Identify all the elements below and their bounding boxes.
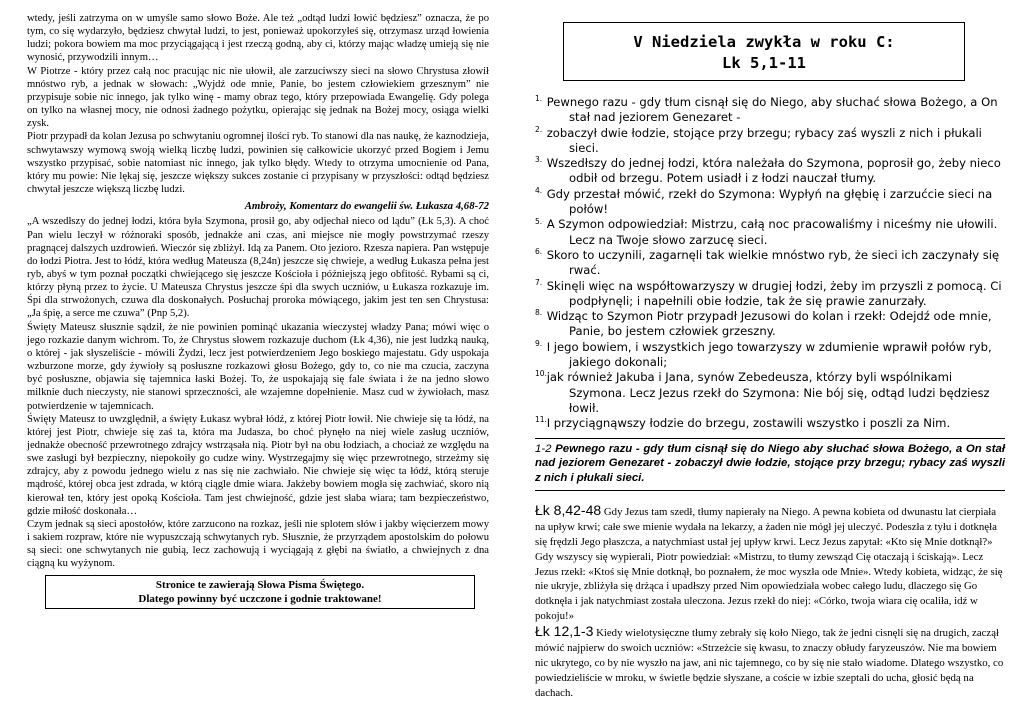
paragraph: Piotr przypadł da kolan Jezusa po schwytaniu ogromnej ilości ryb. To stanowi dla nas naukę, że kaznodzieja, schwytawszy wymową swoją wielką liczbę ludzi, powinien się całkowicie ukorzyć przed Bogiem i Jemu wszystko przypisać, sobie natomiast nic innego, jak tylko błędy. Wtedy to otrzyma umocnienie od Pana, który mu powie: Nie lękaj się, jeszcze większy sukces zostanie ci przypisany w przyszłości: odtąd będziesz chwytał jeszcze większą liczbę ludzi. — [27, 131, 489, 196]
verse-text: I jego bowiem, i wszystkich jego towarzyszy w zdumienie wprawił połów ryb, jakiego dokonali; — [546, 339, 992, 370]
verse-item: 5. A Szymon odpowiedział: Mistrzu, całą noc pracowaliśmy i niceśmy nie ułowili. Lecz na Twoje słowo zarzucę sieci. — [535, 216, 998, 247]
verse-text: Pewnego razu - gdy tłum cisnął się do Niego, aby słuchać słowa Bożego, a On stał nad jeziorem Genezaret - — [546, 95, 998, 125]
cross-reference-text: Kiedy wielotysięczne tłumy zebrały się koło Niego, tak że jedni cisnęli się na drugich, zaczął mówić najpierw do swoich uczniów: «Strzeżcie się kwasu, to znaczy obłudy faryzeuszów. Nie ma bowiem nic ukrytego, co by nie wyszło na jaw, ani nic tajemnego, co by się nie stało wiadome. Dlatego wszystko, co powiedzieliście w mroku, w świetle będzie słyszane, a coście w izbie szeptali do ucha, głosić będą na dachach. — [535, 627, 1004, 699]
notice-line: Dlatego powinny być uczczone i godnie traktowane! — [138, 592, 382, 605]
page-title: V Niedziela zwykła w roku C: — [633, 33, 895, 51]
cross-reference-label: Łk 12,1-3 — [535, 623, 594, 640]
verse-commentary — [535, 439, 1005, 491]
paragraph: „A wszedłszy do jednej łodzi, która była Szymona, prosił go, aby odjechał nieco od lądu” (Łk 5,3). A choć Pan wielu leczył w różnoraki sposób, jednakże ani czas, ani miejsce nie mogły powstrzymać rzeszy pragnącej dalszych uzdrowień. Wieczór się zbliżył. Idą za Panem. Oto jezioro. Rzesza napiera. Pan wstępuje do łodzi Piotra. Jest to łódź, która według Mateusza (8,24n) jeszcze się chwieje, a według Łukasza pełna jest ryb, abyś w tym poznał początki chwiejącego się jeszcze Kościoła i późniejszą jego obfitość. Rybami są ci, którzy płyną przez to życie. U Mateusza Chrystus jeszcze śpi dla swych uczniów, u Łukasza rozkazuje im. Śpi dla strwożonych, czuwa dla doskonałych. Posłuchaj proroka mówiącego, jakim jest ten sen Chrystusa: „Ja śpię, a serce me czuwa” (Pnp 5,2). — [27, 216, 489, 320]
paragraph: Święty Mateusz słusznie sądził, że nie powinien pominąć ukazania wieczystej władzy Pana; mówi więc o jego rozkazie danym wichrom. To, że Chrystus słowem rozkazuje duchom (Łk 4,36), nie jest ludzką nauką, o której - jak słyszeliście - mówili Żydzi, lecz jest potwierdzeniem Jego boskiego majestatu. Gdy uspokaja wzburzone morze, gdy żywioły są posłuszne rozkazowi głosu Bożego, gdy to, co nie ma czucia, zaczyna być posłuszne, objawia się tajemnica łaski Bożej. To, że uspokajają się fale świata i że na jedno słowo milknie duch nieczysty, nie stanowi sprzeczności, ale wzajemne dopełnienie. Masz cud w żywiołach, masz potwierdzenie w tajemnicach. — [27, 321, 489, 412]
verse-text: Skinęli więc na współtowarzyszy w drugiej łodzi, żeby im przyszli z pomocą. Ci podpłynęli; i napełnili obie łodzie, tak że się prawie zanurzały. — [546, 278, 1002, 308]
verse-item: 8. Widząc to Szymon Piotr przypadł Jezusowi do kolan i rzekł: Odejdź ode mnie, Panie, bo jestem człowiek grzeszny. — [535, 308, 992, 339]
commentary-reference: 1-2 — [535, 442, 552, 455]
verse-text: Gdy przestał mówić, rzekł do Szymona: Wypłyń na głębię i zarzućcie sieci na połów! — [546, 186, 993, 217]
verse-item: 9. I jego bowiem, i wszystkich jego towarzyszy w zdumienie wprawił połów ryb, jakiego dokonali; — [535, 338, 992, 370]
notice-line: Stronice te zawierają Słowa Pisma Świętego. — [155, 578, 365, 591]
paragraph: Czym jednak są sieci apostołów, które zarzucono na rozkaz, jeśli nie splotem słów i jakby więcierzem mowy i sakiem rozpraw, które nie wypuszczają schwytanych ryb. Słusznie, że przyrządem apostolskim do połowu są sieci: one schwytanych nie gubią, lecz zachowują i wyciągają z głębi na światło, a chwiejnych z dna ciągną ku wyżynom. — [27, 518, 489, 570]
verse-text: Widząc to Szymon Piotr przypadł Jezusowi do kolan i rzekł: Odejdź ode mnie, Panie, bo jestem człowiek grzeszny. — [546, 309, 992, 339]
verse-text: I przyciągnąwszy łodzie do brzegu, zostawili wszystko i poszli za Nim. — [546, 416, 951, 431]
verse-text: Skoro to uczynili, zagarnęli tak wielkie mnóstwo ryb, że sieci ich zaczynały się rwać. — [546, 247, 1000, 278]
verse-item: 4. Gdy przestał mówić, rzekł do Szymona: Wypłyń na głębię i zarzućcie sieci na połów! — [535, 185, 993, 217]
verse-item: 6. Skoro to uczynili, zagarnęli tak wielkie mnóstwo ryb, że sieci ich zaczynały się rwać. — [535, 247, 1000, 278]
verse-item: 7. Skinęli więc na współtowarzyszy w drugiej łodzi, żeby im przyszli z pomocą. Ci podpłynęli; i napełnili obie łodzie, tak że się prawie zanurzały. — [535, 277, 1002, 308]
verse-text: jak również Jakuba i Jana, synów Zebedeusza, którzy byli wspólnikami Szymona. Lecz Jezus rzekł do Szymona: Nie bój się, odtąd ludzi będziesz łowił. — [546, 370, 990, 415]
verse-item: 11. I przyciągnąwszy łodzie do brzegu, zostawili wszystko i poszli za Nim. — [535, 415, 951, 431]
verse-text: zobaczył dwie łodzie, stojące przy brzegu; rybacy zaś wyszli z nich i płukali sieci. — [546, 125, 982, 155]
paragraph: Święty Mateusz to uwzględnił, a święty Łukasz wybrał łódź, z której Piotr łowił. Nie chwieje się ta łódź, na której jest Piotr, chwieje się zaś ta, która ma Judasza, bo choć płynęło na niej wiele zasług uczniów, jednakże obecność przewrotnego zdrajcy wstrząsała nią. Piotr był na obu łodziach, a chociaż ze względu na swe zasługi był bezpieczny, niepokoiły go cudze winy. Wystrzegajmy się więc przewrotnego, strzeżmy się zdrajcy, aby z powodu jednego wielu z nas się nie zachwiało. Nie chwieje się więc ta łódź, którą steruje mądrość, której obca jest zdrada, w którą ciągle dmie wiara. Jakżeby bowiem mogła się zachwiać, skoro nią kierował ten, który jest opoką Kościoła. Tam jest chwiejność, gdzie jest słaba wiara; tam bezpieczeństwo, gdzie miłość doskonała… — [27, 413, 489, 517]
verse-item: 1. Pewnego razu - gdy tłum cisnął się do Niego, aby słuchać słowa Bożego, a On stał nad jeziorem Genezaret - — [535, 94, 998, 125]
paragraph: wtedy, jeśli zatrzyma on w umyśle samo słowo Boże. Ale też „odtąd ludzi łowić będziesz” oznacza, że po tym, co się wydarzyło, będziesz chwytał ludzi, to jest, ponieważ upokorzyłeś się, otrzymasz urząd łowienia ludzi; pokora bowiem ma moc przyciągającą i jest rzeczą godną, aby ci, którzy mając władzę umieją się nie wynosić, przywodzili innym… — [27, 13, 489, 64]
verse-item: 10. jak również Jakuba i Jana, synów Zebedeusza, którzy byli wspólnikami Szymona. Lecz Jezus rzekł do Szymona: Nie bój się, odtąd ludzi będziesz łowił. — [535, 369, 990, 415]
right-column — [535, 22, 1005, 701]
paragraph: W Piotrze - który przez całą noc pracując nic nie ułowił, ale zarzuciwszy sieci na słowo Chrystusa złowił mnóstwo ryb, a jednak w słowach: „Wyjdź ode mnie, Panie, bo jestem człowiekiem grzesznym” nie przypisuje sobie nic innego, jak tylko winę - mamy obraz tego, który przepowiada Ewangelię. Gdy polega on tylko na własnej mocy, nie odnosi żadnego pożytku, opierając się jednak na Bożej mocy, osiąga wielki zysk. — [27, 65, 489, 130]
cross-reference-text: Gdy Jezus tam szedł, tłumy napierały na Niego. A pewna kobieta od dwunastu lat cierpiała na upływ krwi; całe swe mienie wydała na lekarzy, a żaden nie mógł jej uleczyć. Podeszła z tyłu i dotknęła się frędzli Jego płaszcza, a natychmiast ustał jej upływ krwi. Lecz Jezus zapytał: «Kto się Mnie dotknął?» Gdy wszyscy się wypierali, Piotr powiedział: «Mistrzu, to tłumy zewsząd Cię otaczają i ściskają». Lecz Jezus rzekł: «Ktoś się Mnie dotknął, bo poznałem, że moc wyszła ode Mnie». Wtedy kobieta, widząc, że się nie ukryje, zbliżyła się drżąca i upadłszy przed Nim opowiedziała wobec całego ludu, dlaczego się Go dotknęła i jak natychmiast została uleczona. Jezus rzekł do niej: «Córko, twoja wiara cię ocaliła, idź w pokoju!» — [535, 505, 1003, 623]
scripture-notice-box — [45, 575, 475, 609]
left-column — [27, 12, 489, 609]
cross-reference — [535, 503, 1005, 624]
author-attribution: Ambroży, Komentarz do ewangelii św. Łukasza 4,68-72 — [244, 200, 489, 213]
commentary-text: Pewnego razu - gdy tłum cisnął się do Niego aby słuchać słowa Bożego, a On stał nad jeziorem Genezaret - zobaczył dwie łodzie, stojące przy brzegu; rybacy zaś wyszli z nich i płukali sieci. — [535, 442, 1005, 485]
cross-references — [535, 503, 1005, 701]
verse-item: 3. Wszedłszy do jednej łodzi, która należała do Szymona, poprosił go, żeby nieco odbił od brzegu. Potem usiadł i z łodzi nauczał tłumy. — [535, 155, 1001, 186]
gospel-reference: Lk 5,1-11 — [722, 54, 806, 72]
verse-list — [535, 95, 1005, 432]
verse-text: A Szymon odpowiedział: Mistrzu, całą noc pracowaliśmy i niceśmy nie ułowili. Lecz na Twoje słowo zarzucę sieci. — [546, 217, 998, 247]
verse-text: Wszedłszy do jednej łodzi, która należała do Szymona, poprosił go, żeby nieco odbił od brzegu. Potem usiadł i z łodzi nauczał tłumy. — [546, 156, 1001, 186]
cross-reference — [535, 624, 1005, 701]
title-box — [563, 22, 965, 81]
cross-reference-label: Łk 8,42-48 — [535, 501, 602, 518]
verse-item: 2. zobaczył dwie łodzie, stojące przy brzegu; rybacy zaś wyszli z nich i płukali sieci. — [535, 124, 982, 155]
